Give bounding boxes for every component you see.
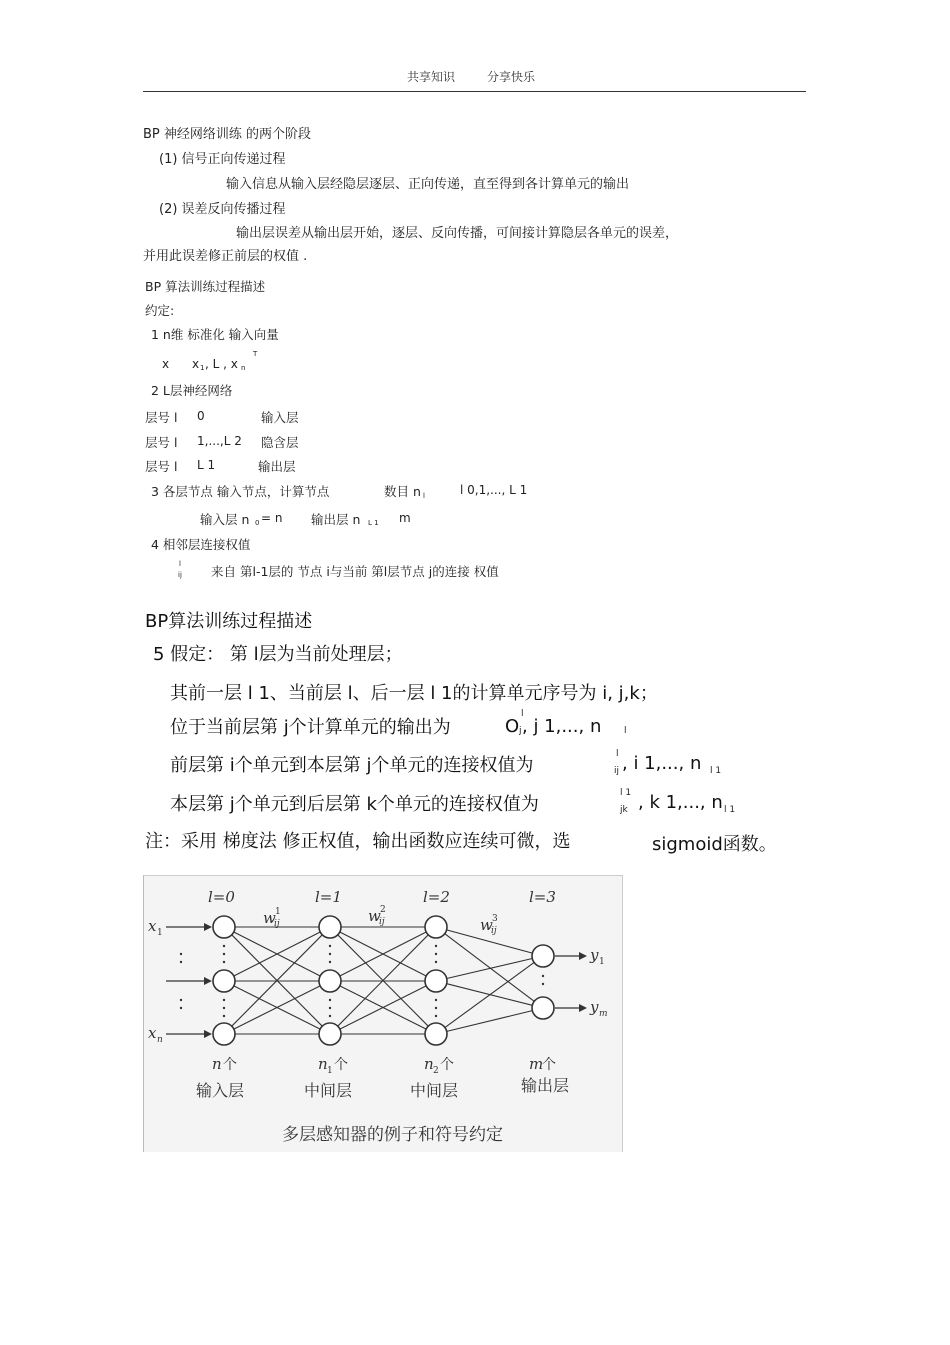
line-c-range: , i 1,..., n: [622, 753, 702, 774]
stage1-desc: 输入信息从输入层经隐层逐层、正向传递，直至得到各计算单元的输出: [226, 177, 630, 192]
input-x1: [148, 917, 212, 938]
item3-count: 数目 n: [384, 484, 421, 499]
input-layer-count-eq: = n: [261, 511, 283, 525]
connection-line: [447, 959, 533, 979]
layer-label: l=2: [423, 888, 450, 906]
neuron: [532, 997, 554, 1019]
output-layer-count: 输出层 n: [311, 512, 361, 527]
header-rule: [143, 91, 806, 92]
vector-transpose: T: [253, 350, 258, 358]
input-layer-count: 输入层 n: [200, 512, 250, 527]
stage2-desc: 输出层误差从输出层开始，逐层、反向传播，可间接计算隐层各单元的误差，: [236, 226, 679, 241]
line-c-sup: l: [616, 749, 619, 759]
connection-line: [447, 1011, 533, 1032]
header-left: 共享知识: [407, 70, 456, 84]
svg-text:3: 3: [492, 914, 498, 924]
svg-text:个: 个: [440, 1057, 454, 1073]
svg-text:个: 个: [334, 1057, 348, 1073]
input-layer-count-sub: 0: [255, 519, 260, 527]
layer-row-label: 层号 l: [145, 435, 178, 450]
layer-row-label: 层号 l: [145, 410, 178, 425]
svg-text:1: 1: [327, 1066, 333, 1076]
line-c: 前层第 i个单元到本层第 j个单元的连接权值为: [170, 755, 534, 776]
convention-label: 约定:: [145, 303, 175, 318]
connection-lines: [232, 927, 534, 1034]
count-label-3: [529, 1055, 556, 1073]
section2-title: BP 算法训练过程描述: [145, 279, 266, 294]
count-label-0: [212, 1055, 237, 1073]
output-layer-count-sub: L 1: [368, 519, 379, 527]
svg-text:ij: ij: [274, 919, 280, 929]
svg-text:n: n: [212, 1055, 222, 1073]
layer-row-name: 输入层: [261, 410, 299, 425]
vector-x: x: [162, 357, 170, 371]
weight-label-1: [263, 907, 281, 929]
output-ym: [555, 998, 608, 1019]
layer-row-value: L 1: [197, 458, 216, 472]
line-b-sub: j: [519, 726, 522, 736]
svg-text:n: n: [318, 1055, 328, 1073]
mlp-figure: [143, 875, 623, 1152]
svg-text:x: x: [148, 1024, 157, 1042]
section1-title: BP 神经网络训练 的两个阶段: [143, 127, 312, 142]
svg-text:1: 1: [599, 957, 605, 967]
line-b-output: O: [505, 716, 520, 737]
svg-text:ij: ij: [379, 917, 385, 927]
stage2-heading: (2) 误差反向传播过程: [159, 202, 286, 217]
header-right: 分享快乐: [487, 70, 536, 84]
input-xn: [148, 1024, 212, 1045]
layer-label: l=1: [315, 888, 342, 906]
layer-name: 中间层: [304, 1081, 353, 1100]
layer-name: 输出层: [521, 1076, 570, 1095]
neuron: [213, 916, 235, 938]
output-layer-count-eq: m: [399, 511, 411, 525]
count-label-1: [318, 1055, 348, 1076]
vector-xn-sub: n: [241, 364, 246, 372]
line-d-sub: jk: [620, 805, 628, 815]
svg-text:y: y: [590, 998, 599, 1016]
svg-text:2: 2: [380, 905, 386, 915]
svg-text:个: 个: [542, 1057, 556, 1073]
line-c-sub: ij: [614, 766, 620, 776]
neuron: [213, 1023, 235, 1045]
vector-x1: x: [192, 357, 200, 371]
item4: 4 相邻层连接权值: [151, 537, 251, 552]
svg-text:1: 1: [157, 928, 163, 938]
line-d: 本层第 j个单元到后层第 k个单元的连接权值为: [170, 794, 539, 815]
vector-sep: , L , x: [205, 357, 238, 371]
svg-text:1: 1: [275, 907, 281, 917]
svg-text:2: 2: [433, 1066, 439, 1076]
neuron: [319, 970, 341, 992]
svg-text:m: m: [599, 1009, 608, 1019]
svg-text:w: w: [263, 909, 276, 927]
weight-sub: ij: [178, 571, 182, 579]
svg-text:ij: ij: [491, 926, 497, 936]
svg-text:n: n: [424, 1055, 434, 1073]
layer-row-label: 层号 l: [145, 459, 178, 474]
neuron: [425, 1023, 447, 1045]
count-label-2: [424, 1055, 454, 1076]
weight-label-3: [480, 914, 498, 936]
svg-text:w: w: [480, 916, 493, 934]
note-sigmoid: sigmoid函数。: [652, 834, 777, 855]
section3-title: BP算法训练过程描述: [145, 611, 313, 632]
svg-text:w: w: [368, 907, 381, 925]
layer-row-value: 0: [197, 409, 205, 423]
layer-label: l=0: [208, 888, 235, 906]
weight-desc: 来自 第l-1层的 节点 i与当前 第l层节点 j的连接 权值: [211, 564, 499, 579]
layer-row-name: 隐含层: [261, 435, 299, 450]
item3-count-sub: l: [423, 492, 425, 500]
vector-x1-sub: 1: [200, 364, 205, 372]
neuron: [532, 945, 554, 967]
line-b: 位于当前层第 j个计算单元的输出为: [170, 717, 451, 738]
layer-row-name: 输出层: [258, 459, 296, 474]
stage2-desc-2: 并用此误差修正前层的权值 .: [143, 249, 308, 264]
neuron: [425, 916, 447, 938]
weight-label-2: [368, 905, 386, 927]
svg-text:个: 个: [223, 1057, 237, 1073]
line-d-range: , k 1,..., n: [638, 792, 723, 813]
note-line: 注：采用 梯度法 修正权值，输出函数应连续可微，选: [145, 831, 571, 852]
svg-text:n: n: [157, 1035, 163, 1045]
item1: 1 n维 标准化 输入向量: [151, 327, 279, 342]
neuron: [425, 970, 447, 992]
item3: 3 各层节点 输入节点，计算节点: [151, 484, 330, 499]
svg-text:m: m: [529, 1055, 544, 1073]
connection-line: [445, 934, 534, 1002]
line-b-range-sub: l: [624, 726, 627, 736]
input-middle: [166, 977, 212, 985]
figure-caption: 多层感知器的例子和符号约定: [282, 1125, 503, 1145]
mlp-diagram: [144, 876, 622, 1152]
line5: 5 假定： 第 l层为当前处理层；: [153, 644, 403, 665]
stage1-heading: (1) 信号正向传递过程: [159, 152, 286, 167]
line-d-sup: l 1: [620, 788, 632, 798]
line-c-range-sub: l 1: [710, 766, 722, 776]
connection-line: [445, 962, 534, 1027]
line-a: 其前一层 l 1、当前层 l、后一层 l 1的计算单元序号为 i, j,k；: [170, 683, 658, 704]
neuron: [319, 1023, 341, 1045]
layer-label: l=3: [529, 888, 556, 906]
neuron: [319, 916, 341, 938]
item3-range: l 0,1,..., L 1: [460, 483, 528, 497]
layer-name: 中间层: [410, 1081, 459, 1100]
weight-sup: l: [179, 560, 181, 568]
output-y1: [555, 946, 605, 967]
neuron: [213, 970, 235, 992]
line-d-range-sub: l 1: [724, 805, 736, 815]
item2: 2 L层神经网络: [151, 383, 233, 398]
svg-text:y: y: [590, 946, 599, 964]
line-b-range: , j 1,..., n: [522, 716, 602, 737]
svg-text:x: x: [148, 917, 157, 935]
layer-row-value: 1,...,L 2: [197, 434, 242, 448]
line-b-sup: l: [521, 709, 524, 719]
layer-name: 输入层: [196, 1081, 245, 1100]
